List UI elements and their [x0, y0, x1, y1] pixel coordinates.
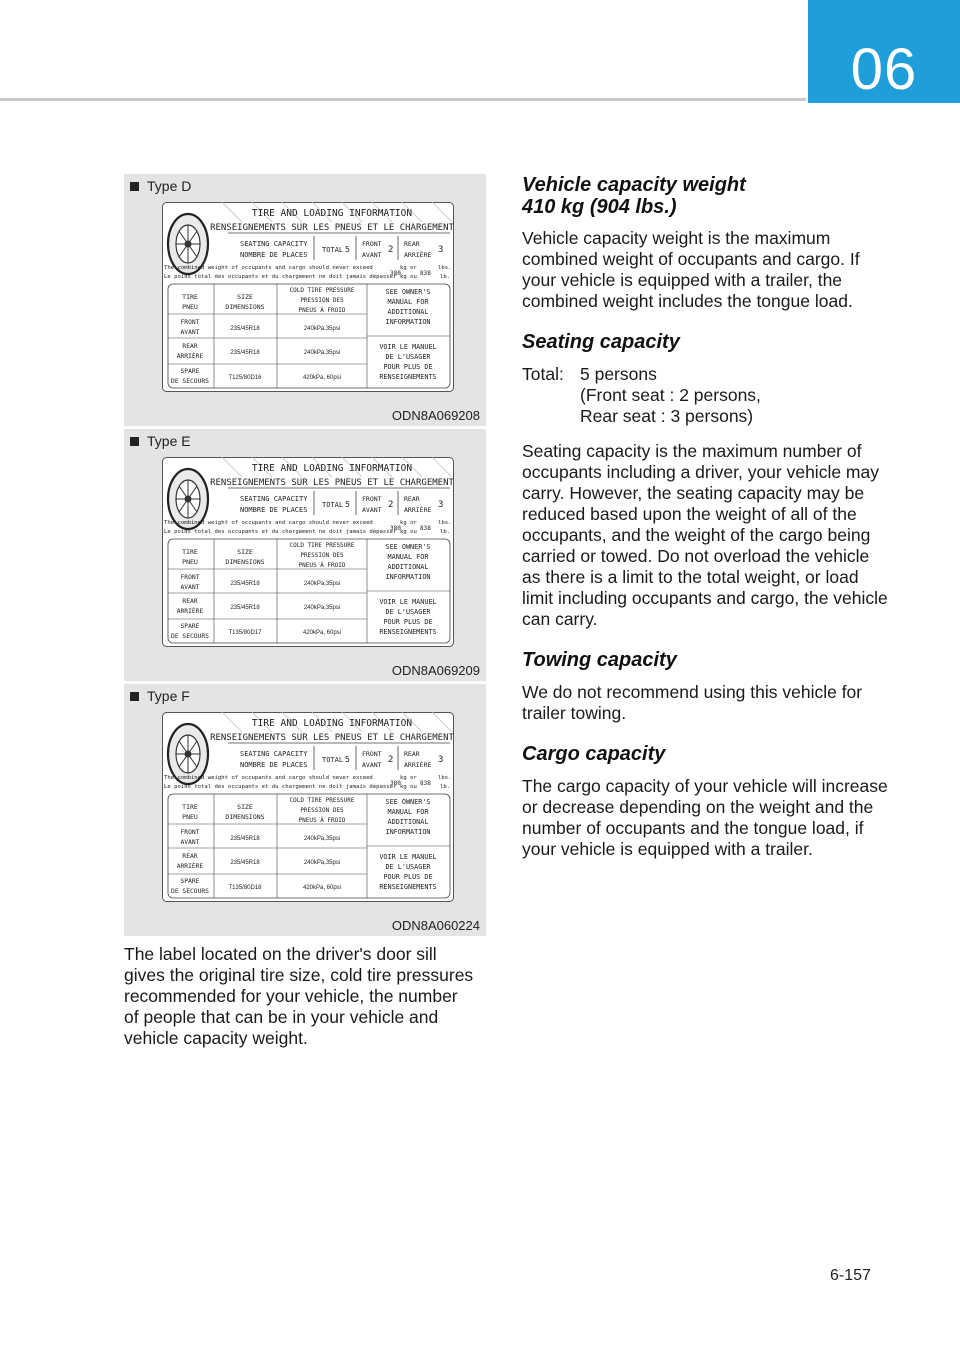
tire-label-illustration	[162, 202, 454, 392]
weight-en: The combined weight of occupants and cargo should never exceed	[164, 265, 373, 271]
rear-size: 235/45R18	[230, 350, 260, 356]
weight-fr: Le poids total des occupants et du chargement ne doit jamais dépasser	[164, 274, 397, 280]
col-tire-en: TIRE	[182, 548, 198, 556]
row-spare-fr: DE SECOURS	[171, 633, 209, 640]
rear-size: 235/45R18	[230, 605, 260, 611]
total-label: TOTAL	[322, 501, 344, 509]
tire-label-illustration	[162, 712, 454, 902]
see-line-4: INFORMATION	[385, 573, 431, 581]
seating-front: (Front seat : 2 persons,	[580, 385, 761, 405]
weight-en: The combined weight of occupants and cargo should never exceed	[164, 520, 373, 526]
lbs: lbs.	[438, 775, 452, 781]
voir-line-3: POUR PLUS DE	[383, 618, 433, 626]
weight-kg-value: 380	[390, 780, 401, 787]
label-title-fr: RENSEIGNEMENTS SUR LES PNEUS ET LE CHARGEMENT	[210, 223, 454, 233]
front-size: 235/45R18	[230, 581, 260, 587]
row-front-en: FRONT	[180, 574, 200, 581]
type-label-text: Type D	[147, 178, 192, 194]
label-title-fr: RENSEIGNEMENTS SUR LES PNEUS ET LE CHARGEMENT	[210, 733, 454, 743]
rear-fr: ARRIÈRE	[404, 251, 432, 259]
see-line-2: MANUAL FOR	[387, 553, 429, 561]
front-fr: AVANT	[362, 506, 382, 514]
towing-capacity-heading: Towing capacity	[522, 649, 677, 671]
bullet-square-icon	[130, 182, 139, 191]
row-front-en: FRONT	[180, 319, 200, 326]
lb: lb.	[440, 529, 451, 535]
row-spare-fr: DE SECOURS	[171, 378, 209, 385]
col-pressure-3: PNEUS À FROID	[298, 307, 346, 314]
label-title-en: TIRE AND LOADING INFORMATION	[251, 463, 413, 474]
col-tire-en: TIRE	[182, 293, 198, 301]
right-column	[522, 174, 892, 860]
weight-lb-value: 838	[420, 270, 431, 277]
seating-en: SEATING CAPACITY	[240, 240, 308, 248]
seating-en: SEATING CAPACITY	[240, 495, 308, 503]
header-rule	[0, 98, 806, 101]
seating-fr: NOMBRE DE PLACES	[240, 506, 308, 514]
figure-code: ODN8A069209	[391, 663, 480, 678]
spare-pressure: 420kPa, 60psi	[302, 375, 342, 381]
front-pressure: 240kPa,35psi	[303, 581, 341, 587]
col-pressure-2: PRESSION DES	[300, 807, 344, 814]
row-front-fr: AVANT	[180, 329, 200, 336]
cargo-capacity-heading: Cargo capacity	[522, 743, 666, 765]
total-label: TOTAL	[322, 756, 344, 764]
see-line-3: ADDITIONAL	[387, 818, 429, 826]
front-size: 235/45R18	[230, 326, 260, 332]
voir-line-3: POUR PLUS DE	[383, 363, 433, 371]
seating-total-label: Total:	[522, 364, 564, 384]
figure-type-e	[124, 429, 486, 681]
row-spare-en: SPARE	[180, 878, 200, 885]
weight-en: The combined weight of occupants and cargo should never exceed	[164, 775, 373, 781]
col-pressure-3: PNEUS À FROID	[298, 562, 346, 569]
see-line-1: SEE OWNER'S	[385, 798, 431, 806]
voir-line-1: VOIR LE MANUEL	[379, 598, 437, 606]
spare-pressure: 420kPa, 60psi	[302, 630, 342, 636]
col-pressure-1: COLD TIRE PRESSURE	[289, 797, 355, 804]
towing-capacity-text: We do not recommend using this vehicle for trailer towing.	[522, 682, 863, 723]
kg-ou: kg ou	[400, 529, 417, 535]
seating-total-value: 5 persons	[580, 364, 657, 384]
type-label-text: Type E	[147, 433, 191, 449]
weight-lb-value: 838	[420, 525, 431, 532]
tire-label-illustration	[162, 457, 454, 647]
figure-code: ODN8A069208	[391, 408, 480, 423]
kg-ou: kg ou	[400, 274, 417, 280]
label-title-fr: RENSEIGNEMENTS SUR LES PNEUS ET LE CHARGEMENT	[210, 478, 454, 488]
see-line-3: ADDITIONAL	[387, 563, 429, 571]
voir-line-1: VOIR LE MANUEL	[379, 343, 437, 351]
front-en: FRONT	[362, 240, 382, 248]
see-line-4: INFORMATION	[385, 828, 431, 836]
col-tire-en: TIRE	[182, 803, 198, 811]
figure-type-d	[124, 174, 486, 426]
weight-lb-value: 838	[420, 780, 431, 787]
voir-line-2: DE L'USAGER	[385, 608, 431, 616]
front-pressure: 240kPa,35psi	[303, 836, 341, 842]
voir-line-3: POUR PLUS DE	[383, 873, 433, 881]
row-rear-en: REAR	[182, 853, 198, 860]
label-title-en: TIRE AND LOADING INFORMATION	[251, 208, 413, 219]
page-number: 6-157	[830, 1267, 871, 1284]
rear-fr: ARRIÈRE	[404, 761, 432, 769]
row-spare-fr: DE SECOURS	[171, 888, 209, 895]
chapter-tab: 06	[808, 0, 960, 103]
col-size-en: SIZE	[237, 803, 253, 811]
rear-value: 3	[438, 500, 444, 510]
weight-kg-value: 380	[390, 525, 401, 532]
voir-line-4: RENSEIGNEMENTS	[379, 883, 437, 891]
front-value: 2	[388, 755, 394, 765]
see-line-2: MANUAL FOR	[387, 298, 429, 306]
type-label	[130, 688, 190, 704]
row-rear-fr: ARRIÈRE	[176, 353, 204, 360]
rear-pressure: 240kPa,35psi	[303, 605, 341, 611]
row-front-fr: AVANT	[180, 839, 200, 846]
spare-pressure: 420kPa, 60psi	[302, 885, 342, 891]
rear-size: 235/45R18	[230, 860, 260, 866]
front-pressure: 240kPa,35psi	[303, 326, 341, 332]
cargo-capacity-text: The cargo capacity of your vehicle will increase or decrease depending on the weight and the number of occupants and the tongue load, if your vehicle is equipped with a trailer.	[522, 776, 888, 859]
col-tire-fr: PNEU	[182, 558, 198, 566]
spare-size: T135/80D17	[228, 630, 262, 636]
type-label	[130, 178, 191, 194]
rear-en: REAR	[404, 495, 420, 503]
front-value: 2	[388, 500, 394, 510]
see-line-1: SEE OWNER'S	[385, 288, 431, 296]
col-pressure-3: PNEUS À FROID	[298, 817, 346, 824]
col-pressure-2: PRESSION DES	[300, 297, 344, 304]
vehicle-capacity-heading	[522, 174, 892, 218]
kg-or: kg or	[400, 520, 417, 526]
spare-size: T125/80D16	[228, 375, 262, 381]
front-en: FRONT	[362, 750, 382, 758]
seating-total-row	[522, 364, 892, 385]
weight-kg-value: 380	[390, 270, 401, 277]
rear-pressure: 240kPa,35psi	[303, 860, 341, 866]
row-spare-en: SPARE	[180, 623, 200, 630]
kg-or: kg or	[400, 775, 417, 781]
row-spare-en: SPARE	[180, 368, 200, 375]
lbs: lbs.	[438, 265, 452, 271]
row-rear-en: REAR	[182, 598, 198, 605]
bullet-square-icon	[130, 692, 139, 701]
col-size-fr: DIMENSIONS	[225, 558, 265, 566]
weight-fr: Le poids total des occupants et du chargement ne doit jamais dépasser	[164, 529, 397, 535]
label-title-en: TIRE AND LOADING INFORMATION	[251, 718, 413, 729]
type-label	[130, 433, 191, 449]
lbs: lbs.	[438, 520, 452, 526]
row-front-en: FRONT	[180, 829, 200, 836]
seating-capacity-text: Seating capacity is the maximum number of occupants including a driver, your vehicle may carry. However, the seating capacity may be reduced based upon the weight of all of the occupants, and the weight of the cargo being carried or towed. Do not overload the vehicle as there is a limit to the total weight, or load limit including occupants and cargo, the vehicle can carry.	[522, 441, 888, 629]
voir-line-4: RENSEIGNEMENTS	[379, 373, 437, 381]
total-value: 5	[345, 755, 350, 764]
col-pressure-1: COLD TIRE PRESSURE	[289, 542, 355, 549]
rear-fr: ARRIÈRE	[404, 506, 432, 514]
front-value: 2	[388, 245, 394, 255]
col-pressure-2: PRESSION DES	[300, 552, 344, 559]
see-line-1: SEE OWNER'S	[385, 543, 431, 551]
front-size: 235/45R18	[230, 836, 260, 842]
voir-line-4: RENSEIGNEMENTS	[379, 628, 437, 636]
col-pressure-1: COLD TIRE PRESSURE	[289, 287, 355, 294]
door-sill-paragraph: The label located on the driver's door sill gives the original tire size, cold tire pressures recommended for your vehicle, the number of people that can be in your vehicle and vehicle capacity weight.	[124, 944, 474, 1048]
weight-fr: Le poids total des occupants et du chargement ne doit jamais dépasser	[164, 784, 397, 790]
col-tire-fr: PNEU	[182, 813, 198, 821]
rear-value: 3	[438, 245, 444, 255]
rear-pressure: 240kPa,35psi	[303, 350, 341, 356]
row-rear-en: REAR	[182, 343, 198, 350]
rear-value: 3	[438, 755, 444, 765]
rear-en: REAR	[404, 750, 420, 758]
voir-line-2: DE L'USAGER	[385, 863, 431, 871]
col-size-fr: DIMENSIONS	[225, 813, 265, 821]
see-line-4: INFORMATION	[385, 318, 431, 326]
seating-en: SEATING CAPACITY	[240, 750, 308, 758]
col-tire-fr: PNEU	[182, 303, 198, 311]
lb: lb.	[440, 274, 451, 280]
col-size-en: SIZE	[237, 548, 253, 556]
voir-line-1: VOIR LE MANUEL	[379, 853, 437, 861]
vehicle-capacity-heading-line-2: 410 kg (904 lbs.)	[522, 196, 677, 218]
spare-size: T135/80D18	[228, 885, 262, 891]
col-size-fr: DIMENSIONS	[225, 303, 265, 311]
col-size-en: SIZE	[237, 293, 253, 301]
figure-type-f	[124, 684, 486, 936]
total-label: TOTAL	[322, 246, 344, 254]
type-label-text: Type F	[147, 688, 190, 704]
total-value: 5	[345, 245, 350, 254]
row-rear-fr: ARRIÈRE	[176, 608, 204, 615]
bullet-square-icon	[130, 437, 139, 446]
kg-ou: kg ou	[400, 784, 417, 790]
see-line-2: MANUAL FOR	[387, 808, 429, 816]
voir-line-2: DE L'USAGER	[385, 353, 431, 361]
seating-fr: NOMBRE DE PLACES	[240, 761, 308, 769]
figure-code: ODN8A060224	[391, 918, 480, 933]
vehicle-capacity-text: Vehicle capacity weight is the maximum combined weight of occupants and cargo. If your vehicle is equipped with a trailer, the combined weight includes the tongue load.	[522, 228, 860, 311]
front-fr: AVANT	[362, 761, 382, 769]
front-fr: AVANT	[362, 251, 382, 259]
kg-or: kg or	[400, 265, 417, 271]
rear-en: REAR	[404, 240, 420, 248]
seating-capacity-heading: Seating capacity	[522, 331, 680, 353]
vehicle-capacity-heading-line-1: Vehicle capacity weight	[522, 174, 746, 196]
total-value: 5	[345, 500, 350, 509]
lb: lb.	[440, 784, 451, 790]
front-en: FRONT	[362, 495, 382, 503]
seating-fr: NOMBRE DE PLACES	[240, 251, 308, 259]
see-line-3: ADDITIONAL	[387, 308, 429, 316]
seating-rear: Rear seat : 3 persons)	[580, 406, 754, 426]
row-rear-fr: ARRIÈRE	[176, 863, 204, 870]
row-front-fr: AVANT	[180, 584, 200, 591]
